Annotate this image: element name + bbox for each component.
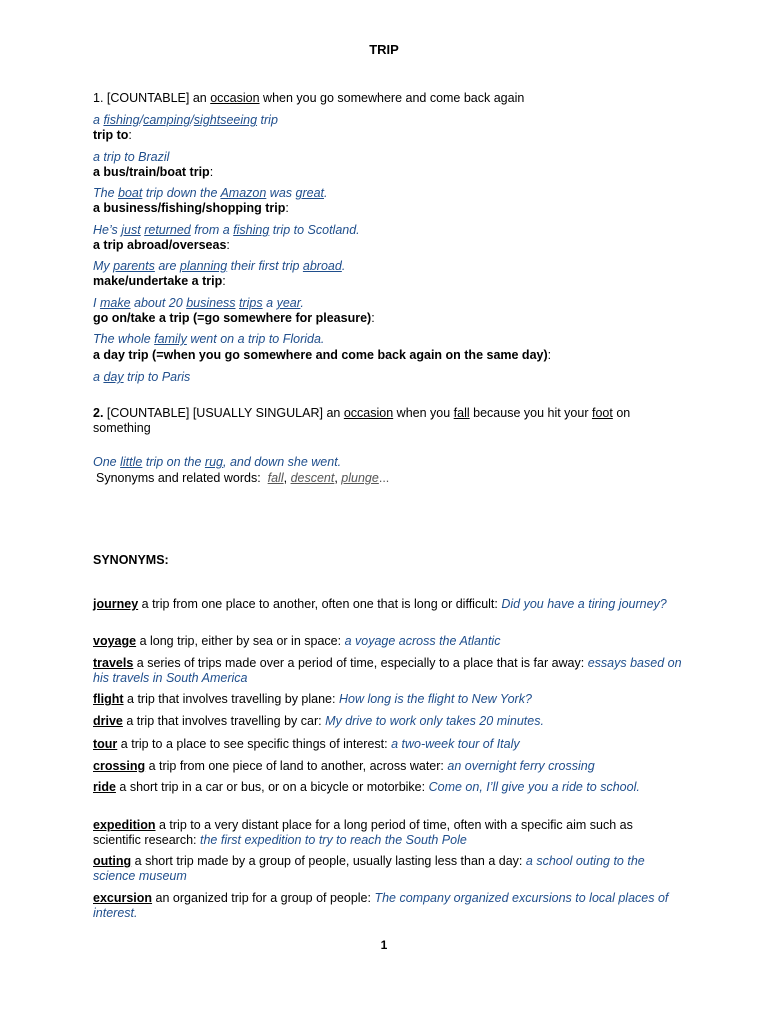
collocation-pattern: a bus/train/boat trip:: [93, 165, 214, 179]
synonym-entry: [93, 854, 683, 884]
example-text: trip: [260, 113, 278, 127]
example-sentence: [93, 186, 683, 201]
example-sentence: [93, 370, 683, 385]
synonym-definition: an organized trip for a group of people:: [155, 891, 371, 905]
example-text: are: [158, 259, 177, 273]
pattern-text: trip to: [93, 128, 129, 142]
sense-2-definition: [93, 406, 668, 436]
example-text: .: [341, 259, 346, 273]
definition-text: when you go somewhere and come back again: [263, 91, 525, 105]
link-fall[interactable]: fall: [267, 471, 284, 485]
example-text: My: [93, 259, 110, 273]
link-parents[interactable]: parents: [113, 259, 155, 273]
related-label: Synonyms and related words:: [96, 471, 261, 485]
pattern-text: go on/take a trip (=go somewhere for pleasure): [93, 311, 372, 325]
link-business[interactable]: business: [186, 296, 236, 310]
example-text: I: [93, 296, 97, 310]
synonym-entry: [93, 737, 683, 752]
link-fishing[interactable]: fishing: [233, 223, 270, 237]
sense-number: 1.: [93, 91, 104, 105]
synonym-word[interactable]: drive: [93, 714, 123, 728]
example-sentence: a trip to Brazil: [93, 150, 170, 164]
synonym-example: My drive to work only takes 20 minutes.: [325, 714, 544, 728]
example-text: .: [324, 186, 328, 200]
synonym-example: the first expedition to try to reach the South Pole: [200, 833, 467, 847]
collocation-pattern: a trip abroad/overseas:: [93, 238, 230, 252]
synonym-example: How long is the flight to New York?: [338, 692, 532, 706]
example-sentence: [93, 259, 683, 274]
sense-label: [COUNTABLE] [USUALLY SINGULAR]: [106, 406, 323, 420]
synonym-word[interactable]: voyage: [93, 634, 137, 648]
synonym-entry: [93, 818, 683, 848]
synonym-example: Did you have a tiring journey?: [501, 597, 667, 611]
link-foot[interactable]: foot: [591, 406, 613, 420]
synonym-entry: [93, 597, 683, 612]
synonym-entry: [93, 692, 683, 707]
synonym-definition: a short trip made by a group of people, usually lasting less than a day:: [134, 854, 523, 868]
collocation-pattern: go on/take a trip (=go somewhere for pleasure):: [93, 311, 375, 325]
link-occasion[interactable]: occasion: [343, 406, 394, 420]
link-trips[interactable]: trips: [239, 296, 263, 310]
collocation-pattern: trip to:: [93, 128, 132, 142]
synonym-word[interactable]: travels: [93, 656, 134, 670]
pattern-text: a business/fishing/shopping trip: [93, 201, 286, 215]
sense-1-definition: [93, 91, 683, 106]
example-sentence: [93, 332, 683, 347]
example-text: their first trip: [230, 259, 300, 273]
pattern-text: a bus/train/boat trip: [93, 165, 210, 179]
synonym-entry: [93, 656, 683, 686]
synonym-word[interactable]: flight: [93, 692, 124, 706]
ellipsis: ...: [378, 471, 390, 485]
link-descent[interactable]: descent: [290, 471, 335, 485]
synonym-example: an overnight ferry crossing: [447, 759, 595, 773]
synonym-example: Come on, I’ll give you a ride to school.: [428, 780, 640, 794]
link-returned[interactable]: returned: [144, 223, 191, 237]
page-number: 1: [380, 938, 388, 952]
synonym-definition: a trip that involves travelling by plane:: [127, 692, 336, 706]
synonym-entry: [93, 759, 683, 774]
synonym-example: The company organized excursions to local places of interest.: [93, 891, 669, 920]
link-little[interactable]: little: [120, 455, 143, 469]
example-text: from a: [194, 223, 230, 237]
page-title: TRIP: [369, 42, 399, 57]
definition-text: an: [192, 91, 207, 105]
synonym-word[interactable]: crossing: [93, 759, 146, 773]
sense-label: [COUNTABLE]: [106, 91, 190, 105]
synonym-example: a two-week tour of Italy: [391, 737, 520, 751]
synonym-example: essays based on his travels in South America: [93, 656, 682, 685]
synonym-definition: a trip that involves travelling by car:: [126, 714, 322, 728]
example-text: was: [269, 186, 293, 200]
synonym-definition: a trip to a place to see specific things of interest:: [120, 737, 388, 751]
example-sentence: [93, 455, 683, 470]
synonym-definition: a short trip in a car or bus, or on a bicycle or motorbike:: [119, 780, 426, 794]
sense-number: 2.: [93, 406, 104, 420]
example-text: /: [190, 113, 194, 127]
link-occasion[interactable]: occasion: [210, 91, 260, 105]
synonym-definition: a trip from one place to another, often one that is long or difficult:: [141, 597, 498, 611]
synonym-example: a voyage across the Atlantic: [344, 634, 501, 648]
link-boat[interactable]: boat: [118, 186, 143, 200]
example-sentence: [93, 296, 683, 311]
definition-text: an: [326, 406, 341, 420]
link-amazon[interactable]: Amazon: [220, 186, 267, 200]
related-words: Synonyms and related words: fall, descent, plunge...: [96, 471, 390, 485]
example-text: a: [93, 113, 100, 127]
synonym-entry: [93, 634, 683, 649]
synonym-word[interactable]: tour: [93, 737, 118, 751]
synonym-word[interactable]: expedition: [93, 818, 156, 832]
synonym-word[interactable]: journey: [93, 597, 139, 611]
synonym-entry: [93, 891, 683, 921]
link-rug[interactable]: rug: [204, 455, 223, 469]
synonym-entry: [93, 780, 683, 795]
synonym-entry: [93, 714, 683, 729]
link-just[interactable]: just: [121, 223, 141, 237]
synonym-definition: a series of trips made over a period of time, especially to a place that is far away:: [136, 656, 585, 670]
synonym-definition: a trip to a very distant place for a long period of time, often with a specific aim such as scientific research:: [93, 818, 633, 847]
example-text: One: [93, 455, 117, 469]
synonym-word[interactable]: ride: [93, 780, 116, 794]
example-text: a: [93, 370, 100, 384]
synonym-word[interactable]: excursion: [93, 891, 153, 905]
example-text: trip down the: [145, 186, 218, 200]
synonym-definition: a long trip, either by sea or in space:: [139, 634, 342, 648]
link-fishing[interactable]: fishing: [103, 113, 140, 127]
example-text: The: [93, 186, 115, 200]
link-sightseeing[interactable]: sightseeing: [193, 113, 258, 127]
example-text: The whole: [93, 332, 151, 346]
link-year[interactable]: year: [276, 296, 301, 310]
link-planning[interactable]: planning: [179, 259, 228, 273]
pattern-text: a trip abroad/overseas: [93, 238, 227, 252]
synonyms-heading: SYNONYMS:: [93, 553, 169, 567]
example-text: a: [266, 296, 274, 310]
collocation-pattern: a day trip (=when you go somewhere and come back again on the same day):: [93, 348, 552, 362]
example-text: trip on the: [145, 455, 202, 469]
example-text: , and down she went.: [223, 455, 342, 469]
definition-text: when you: [396, 406, 451, 420]
example-text: He’s: [93, 223, 118, 237]
example-text: /: [139, 113, 144, 127]
synonym-word[interactable]: outing: [93, 854, 132, 868]
definition-text: because you hit your: [473, 406, 589, 420]
link-day[interactable]: day: [103, 370, 124, 384]
link-make[interactable]: make: [99, 296, 131, 310]
example-text: went on a trip to Florida.: [190, 332, 325, 346]
link-great[interactable]: great: [295, 186, 325, 200]
link-plunge[interactable]: plunge: [341, 471, 379, 485]
link-abroad[interactable]: abroad: [302, 259, 342, 273]
definition-text: on something: [93, 406, 631, 435]
link-camping[interactable]: camping: [143, 113, 191, 127]
synonym-example: a school outing to the science museum: [93, 854, 645, 883]
link-family[interactable]: family: [154, 332, 187, 346]
collocation-pattern: make/undertake a trip:: [93, 274, 226, 288]
pattern-text: a day trip (=when you go somewhere and come back again on the same day): [93, 348, 548, 362]
example-sentence: [93, 113, 683, 128]
example-text: trip to Scotland.: [272, 223, 360, 237]
example-text: about 20: [134, 296, 183, 310]
example-text: .: [300, 296, 304, 310]
pattern-text: make/undertake a trip: [93, 274, 223, 288]
link-fall[interactable]: fall: [453, 406, 470, 420]
synonym-definition: a trip from one piece of land to another, across water:: [148, 759, 444, 773]
example-sentence: [93, 223, 683, 238]
collocation-pattern: a business/fishing/shopping trip:: [93, 201, 289, 215]
example-text: trip to Paris: [127, 370, 191, 384]
